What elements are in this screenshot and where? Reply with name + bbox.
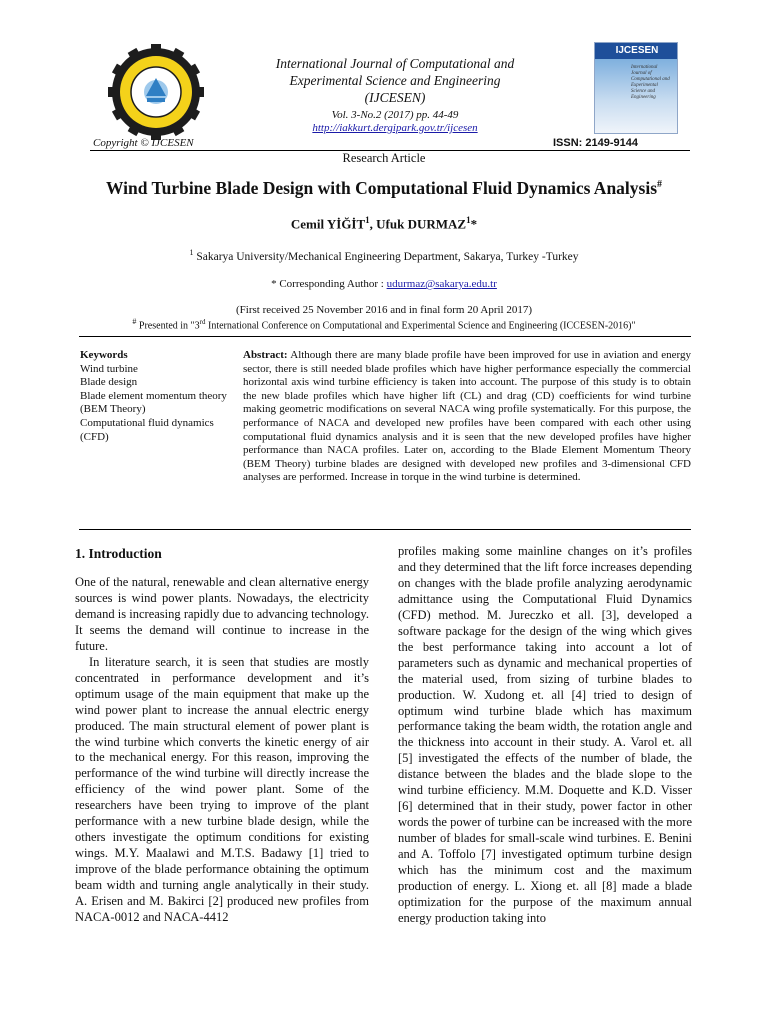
received-dates: (First received 25 November 2016 and in final form 20 April 2017) xyxy=(235,304,533,316)
abstract-text: Although there are many blade profile have been improved for use in aviation and energy sector, there is still needed blade profiles which have higher performance especially the commercial horizontal axis wind turbine efficiency is taken into account. The purpose of this study is to obtain the new blade profiles which have higher lift (CL) and drag (CD) coefficients for wind turbine making geometric modifications on several NACA wing profile systematically. For this purpose, the performance of NACA and developed new profiles have been compared with each other using computational fluid dynamics analysis and it is seen that the new developed profiles have higher performance than NACA profiles. Later on, according to the Blade Element Momentum Theory (BEM Theory) turbine blades are designed with developed new profiles and 3-dimensional CFD analyses are performed. Increase in torque in the wind turbine is determined. xyxy=(243,349,691,484)
journal-cover-thumbnail xyxy=(594,42,678,134)
author-2: Ufuk DURMAZ xyxy=(376,216,467,232)
abstract-heading: Abstract: xyxy=(243,349,288,361)
paper-title: Wind Turbine Blade Design with Computational Fluid Dynamics Analysis# xyxy=(105,178,663,198)
abstract-bottom-divider xyxy=(79,529,691,530)
author-1: Cemil YİĞİT xyxy=(290,216,366,232)
paragraph: profiles making some mainline changes on it’s profiles and they determined that the lift force increases depending on changes with the blade profile analyzing aerodynamic admittance using the Computational Fluid Dynamics (CFD) method. M. Jureczko et all. [3], developed a software package for the design of the wing which gives the best performance taking into account a lot of parameters such as dynamic and mechanical properties of the material used, from sizing of turbine blades to production. W. Xudong et. all [4] tried to design of optimum wind turbine blade which has maximum performance taking the beam width, the rotation angle and the thickness into account in their study. A. Varol et. all [5] investigated the effects of the number of blade, the distance between the blades and the blade slope to the wind turbine efficiency. M.M. Doquette and K.D. Visser [6] determined that in their study, power factor in other words the power of turbine can be increased with the more number of blades for small-scale wind turbines. E. Benini and A. Toffolo [7] investigated optimum turbine design which has the minimum cost and the maximum production of energy. L. Xiong et. all [8] made a blade optimization for the purpose of the maximum annual energy production taking into xyxy=(398,544,692,925)
keyword-item: Blade design xyxy=(80,376,138,389)
abstract xyxy=(243,349,691,485)
authors: Cemil YİĞİT$^1$, Ufuk DURMAZ$^1$* xyxy=(290,215,478,232)
keyword-item: Wind turbine xyxy=(80,362,138,375)
affiliation: $^1$ Sakarya University/Mechanical Engineering Department, Sakarya, Turkey -Turkey xyxy=(189,248,579,263)
keywords-heading: Keywords xyxy=(80,349,128,361)
keyword-item: Blade element momentum theory (BEM Theory) xyxy=(80,389,227,416)
journal-abbr: (IJCESEN) xyxy=(364,90,426,105)
keyword-item: Computational fluid dynamics (CFD) xyxy=(80,416,214,443)
paragraph: In literature search, it is seen that studies are mostly concentrated in performance development and it’s optimum usage of the main equipment that make up the wind power plant to increase the annual electric energy produced. The main structural element of power plant is the wind turbine which converts the kinetic energy of air to the mechanical energy. For this reason, improving the performance of the wind turbine will directly increase the efficiency of the wind power plant. Some of the researchers have been trying to improve of the plant performance with a new turbine blade design, while the others investigate the optimum conditions for existing wings. M.Y. Maalawi and M.T.S. Badawy [1] tried to improve of the blade performance obtaining the optimum beam width and turning angle analytically in their study. A. Erisen and M. Bakirci [2] produced new profiles from NACA-0012 and NACA-4412 xyxy=(75,654,369,925)
keywords-panel xyxy=(80,349,240,444)
paragraph: One of the natural, renewable and clean alternative energy sources is wind power plants. Nowadays, the electricity demand is increasing rapidly due to advancing technology. It seems the demand will continue to increase in the future. xyxy=(75,575,369,653)
volume-info: Vol. 3-No.2 (2017) pp. 44-49 xyxy=(331,109,459,121)
presented-note: # Presented in "3rd International Conference on Computational and Experimental Science and Engineering (ICCESEN-2016)" xyxy=(132,317,636,332)
journal-name-line2: Experimental Science and Engineering xyxy=(289,73,501,88)
issn: ISSN: 2149-9144 xyxy=(553,137,638,149)
title-footnote-mark: # xyxy=(657,179,663,191)
cover-title: IJCESEN xyxy=(595,43,678,59)
article-type: Research Article xyxy=(342,151,426,165)
journal-name-line1: International Journal of Computational and xyxy=(275,56,515,71)
abstract-top-divider xyxy=(79,336,691,337)
gear-seal-icon xyxy=(108,44,204,140)
cover-text: International Journal of Computational and Experimental Science and Engineering xyxy=(631,65,670,100)
corresponding-author: * Corresponding Author : udurmaz@sakarya.edu.tr xyxy=(271,278,497,290)
left-column xyxy=(75,575,369,926)
corresponding-email-link[interactable]: udurmaz@sakarya.edu.tr xyxy=(386,278,497,290)
journal-logo xyxy=(108,44,204,140)
journal-name xyxy=(240,55,550,106)
journal-url-link[interactable]: http://iakkurt.dergipark.gov.tr/ijcesen xyxy=(312,122,478,134)
right-column xyxy=(398,544,692,927)
section-heading-introduction: 1. Introduction xyxy=(75,546,162,561)
copyright: Copyright © IJCESEN xyxy=(93,137,194,149)
